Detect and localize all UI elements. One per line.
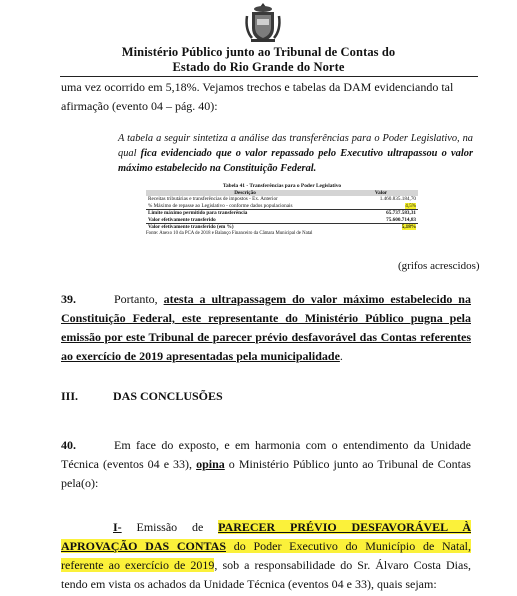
table-cell-value: [344, 224, 418, 231]
highlighted-decision: PARECER PRÉVIO DESFAVORÁVEL À APROVAÇÃO DAS CONTAS: [61, 520, 471, 553]
item-number: I-: [113, 520, 122, 534]
table-cell-value: [344, 203, 418, 210]
table-source-note: Fonte: Anexo 10 da PCA de 2018 e Balanço Financeiro da Câmara Municipal de Natal: [146, 231, 313, 237]
table-cell-description: % Máximo de repasse ao Legislativo - conforme dados populacionais: [148, 202, 293, 209]
table-row: [146, 217, 418, 224]
paragraph-40: [61, 436, 471, 493]
quote-bold-text: fica evidenciado que o valor repassado pelo Executivo ultrapassou o valor máximo estabelecido na Constituição Federal.: [118, 148, 473, 174]
highlighted-value: 4,5%: [405, 202, 416, 209]
header-divider: [60, 76, 478, 77]
emphasis-note: (grifos acrescidos): [398, 260, 480, 272]
table-header-description: Descrição: [146, 190, 344, 196]
table-row: [146, 210, 418, 217]
table-cell-value: 1.460.835.184,70: [379, 196, 416, 203]
highlighted-text: do Poder Executivo do Município de Natal, referente ao exercício de 2019: [61, 539, 471, 572]
paragraph-text-2: o Ministério Público junto ao Tribunal de Contas pela(o):: [61, 457, 471, 490]
table-cell-description: Limite máximo permitido para transferência: [146, 210, 344, 217]
paragraph-text-1: Em face do exposto, e em harmonia com o entendimento da Unidade Técnica (eventos 04 e 33),: [61, 438, 471, 471]
paragraph-39: [61, 290, 471, 366]
highlighted-value: 5,18%: [401, 224, 416, 231]
quoted-excerpt: [118, 131, 473, 176]
paragraph-number: 40.: [61, 438, 76, 452]
table-cell-description: Valor efetivamente transferido (em %): [146, 224, 344, 231]
table-header-value: Valor: [344, 190, 418, 196]
paragraph-end: .: [339, 349, 343, 363]
table-cell-description: Receitas tributárias e transferências de impostos - Ex. Anterior: [148, 196, 278, 203]
transfer-table-figure: [146, 183, 418, 237]
underlined-statement: atesta a ultrapassagem do valor máximo estabelecido na Constituição Federal, este representante do Ministério Público pugna pela emissão por este Tribunal de parecer prévio desfavorável das Contas referentes ao exercício de 2019 apresentadas pela municipalidade: [61, 292, 471, 363]
section-heading: [61, 389, 223, 404]
table-row: [146, 203, 418, 210]
table-row: [146, 224, 418, 231]
header-line-2: Estado do Rio Grande do Norte: [172, 60, 345, 74]
intro-paragraph: [61, 78, 471, 116]
table-title: Tabela 41 - Transferências para o Poder Legislativo: [222, 183, 342, 189]
paragraph-number: 39.: [61, 292, 76, 306]
table-cell-description: Valor efetivamente transferido: [148, 216, 216, 223]
table-cell-value: 65.737.583,31: [344, 210, 418, 217]
table-cell-value: 75.600.714,83: [386, 216, 416, 223]
item-emissao: Emissão de: [121, 520, 219, 534]
transfer-table: [146, 190, 418, 230]
item-rest: , sob a responsabilidade do Sr. Álvaro Costa Dias, tendo em vista os achados da Unidade Técnica (eventos 04 e 33), quais sejam:: [61, 558, 471, 591]
item-i: [61, 518, 471, 594]
intro-line-2: afirmação (evento 04 – pág. 40):: [61, 99, 218, 113]
header-line-1: Ministério Público junto ao Tribunal de Contas do: [121, 45, 396, 59]
quote-text: A tabela a seguir sintetiza a análise das transferências para o Poder Legislativo, na qual: [118, 133, 473, 159]
state-coat-of-arms-icon: [243, 2, 283, 44]
section-title: DAS CONCLUSÕES: [113, 389, 223, 403]
opina-word: opina: [196, 457, 225, 471]
intro-line-1: uma vez ocorrido em 5,18%. Vejamos trechos e tabelas da DAM evidenciando tal: [61, 80, 454, 94]
paragraph-lead: Portanto,: [114, 292, 164, 306]
section-number: III.: [61, 389, 79, 403]
